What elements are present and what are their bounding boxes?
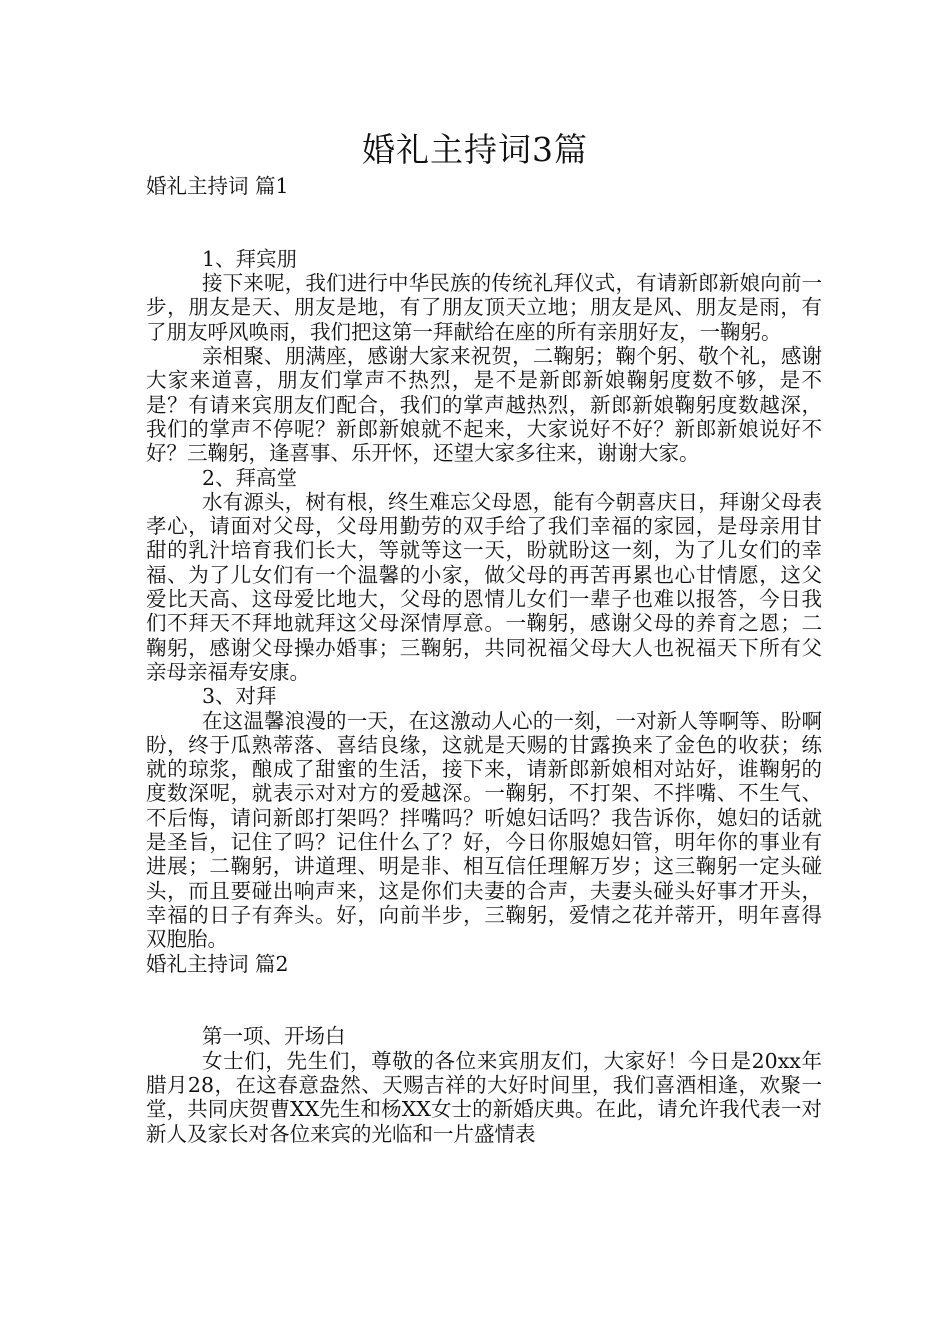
paragraph: 女士们，先生们，尊敬的各位来宾朋友们，大家好！今日是20xx年腊月28，在这春意盎然、天赐吉祥的大好时间里，我们喜酒相逢，欢聚一堂，共同庆贺曹XX先生和杨XX女士的新婚庆典。在此，请允许我代表一对新人及家长对各位来宾的光临和一片盛情表	[146, 1048, 822, 1146]
blank-space	[146, 976, 822, 1025]
section-heading: 婚礼主持词 篇1	[146, 174, 289, 198]
item-heading: 2、拜高堂	[202, 465, 298, 490]
paragraph: 亲相聚、朋满座，感谢大家来祝贺，二鞠躬；鞠个躬、敬个礼，感谢大家来道喜，朋友们掌声不热烈，是不是新郎新娘鞠躬度数不够，是不是？有请来宾朋友们配合，我们的掌声越热烈，新郎新娘鞠躬度数越深，我们的掌声不停呢？新郎新娘就不起来，大家说好不好？新郎新娘说好不好？三鞠躬，逢喜事、乐开怀，还望大家多往来，谢谢大家。	[146, 344, 822, 466]
item-heading: 3、对拜	[202, 684, 277, 709]
document-body	[146, 174, 822, 1146]
paragraph: 在这温馨浪漫的一天，在这激动人心的一刻，一对新人等啊等、盼啊盼，终于瓜熟蒂落、喜结良缘，这就是天赐的甘露换来了金色的收获；练就的琼浆，酿成了甜蜜的生活，接下来，请新郎新娘相对站好，谁鞠躬的度数深呢，就表示对对方的爱越深。一鞠躬，不打架、不拌嘴、不生气、不后悔，请问新郎打架吗？拌嘴吗？听媳妇话吗？我告诉你，媳妇的话就是圣旨，记住了吗？记住什么了？好，今日你服媳妇管，明年你的事业有进展；二鞠躬，讲道理、明是非、相互信任理解万岁；这三鞠躬一定头碰头，而且要碰出响声来，这是你们夫妻的合声，夫妻头碰头好事才开头，幸福的日子有奔头。好，向前半步，三鞠躬，爱情之花并蒂开，明年喜得双胞胎。	[146, 708, 822, 952]
item-heading: 第一项、开场白	[202, 1024, 346, 1049]
section-heading: 婚礼主持词 篇2	[146, 951, 289, 976]
paragraph: 接下来呢，我们进行中华民族的传统礼拜仪式，有请新郎新娘向前一步，朋友是天、朋友是地，有了朋友顶天立地；朋友是风、朋友是雨，有了朋友呼风唤雨，我们把这第一拜献给在座的所有亲朋好友，一鞠躬。	[146, 271, 822, 344]
paragraph: 水有源头，树有根，终生难忘父母恩，能有今朝喜庆日，拜谢父母表孝心，请面对父母，父母用勤劳的双手给了我们幸福的家园，是母亲用甘甜的乳汁培育我们长大，等就等这一天，盼就盼这一刻，为了儿女们的幸福、为了儿女们有一个温馨的小家，做父母的再苦再累也心甘情愿，这父爱比天高、这母爱比地大，父母的恩情儿女们一辈子也难以报答，今日我们不拜天不拜地就拜这父母深情厚意。一鞠躬，感谢父母的养育之恩；二鞠躬，感谢父母操办婚事；三鞠躬，共同祝福父母大人也祝福天下所有父亲母亲福寿安康。	[146, 489, 822, 684]
item-heading: 1、拜宾朋	[202, 246, 298, 271]
document-title: 婚礼主持词3篇	[362, 130, 588, 169]
blank-space	[146, 198, 822, 247]
